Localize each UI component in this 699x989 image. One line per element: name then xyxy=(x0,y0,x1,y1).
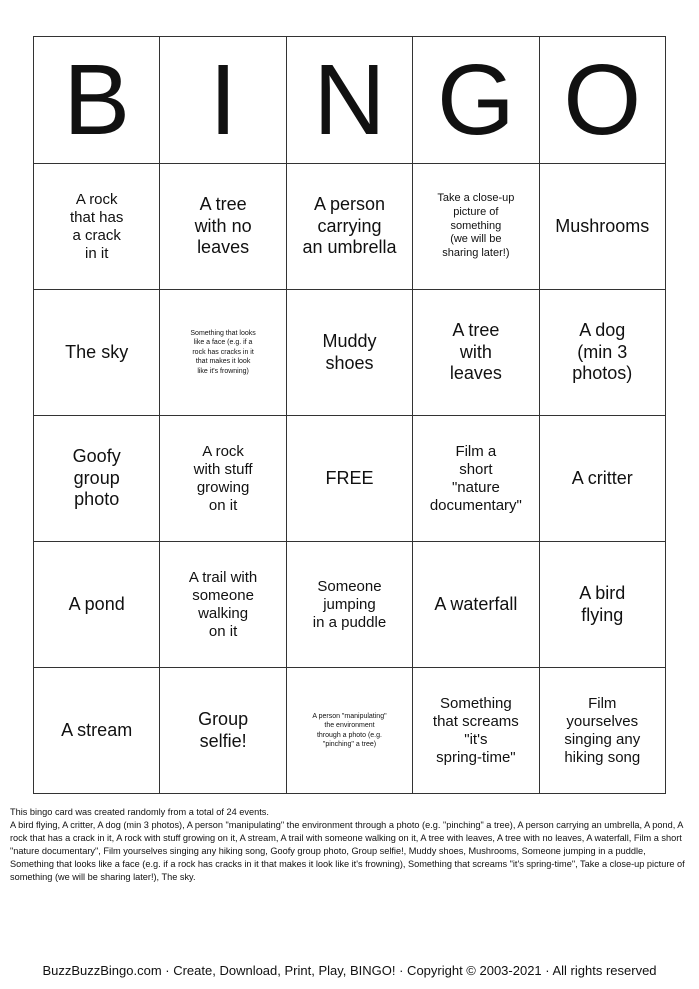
bingo-cell: Someone jumping in a puddle xyxy=(286,542,412,668)
bingo-cell: A tree with no leaves xyxy=(160,164,286,290)
bingo-row xyxy=(34,290,666,416)
bingo-cell: Group selfie! xyxy=(160,668,286,794)
bingo-cell: A trail with someone walking on it xyxy=(160,542,286,668)
bingo-cell: A rock with stuff growing on it xyxy=(160,416,286,542)
bingo-cell: Muddy shoes xyxy=(286,290,412,416)
bingo-cell: Something that looks like a face (e.g. if a rock has cracks in it that makes it look like it's frowning) xyxy=(160,290,286,416)
bingo-cell: A waterfall xyxy=(413,542,539,668)
bingo-cell: A critter xyxy=(539,416,665,542)
header-letter-o: O xyxy=(539,37,665,164)
bingo-row xyxy=(34,668,666,794)
notes-intro: This bingo card was created randomly from a total of 24 events. xyxy=(10,807,269,817)
page-footer: BuzzBuzzBingo.com · Create, Download, Print, Play, BINGO! · Copyright © 2003-2021 · All rights reserved xyxy=(42,963,657,978)
bingo-cell: Something that screams "it's spring-time" xyxy=(413,668,539,794)
bingo-cell: A person "manipulating" the environment through a photo (e.g. "pinching" a tree) xyxy=(286,668,412,794)
card-notes xyxy=(10,806,690,883)
bingo-cell: Film a short "nature documentary" xyxy=(413,416,539,542)
bingo-header-row xyxy=(34,37,666,164)
header-letter-n: N xyxy=(286,37,412,164)
bingo-cell: A dog (min 3 photos) xyxy=(539,290,665,416)
bingo-cell: A person carrying an umbrella xyxy=(286,164,412,290)
notes-event-list: A bird flying, A critter, A dog (min 3 photos), A person "manipulating" the environment through a photo (e.g. "pinching" a tree), A person carrying an umbrella, A pond, A rock that has a crack in it, A rock with stuff growing on it, A stream, A trail with someone walking on it, A tree with leaves, A tree with no leaves, A waterfall, Film a short "nature documentary", Film yourselves singing any hiking song, Goofy group photo, Group selfie!, Muddy shoes, Mushrooms, Someone jumping in a puddle, Something that looks like a face (e.g. if a rock has cracks in it that makes it look like it's frowning), Something that screams "it's spring-time", Take a close-up picture of something (we will be sharing later!), The sky. xyxy=(10,819,685,882)
bingo-row xyxy=(34,416,666,542)
free-space-cell: FREE xyxy=(286,416,412,542)
bingo-row xyxy=(34,542,666,668)
bingo-cell: Take a close-up picture of something (we will be sharing later!) xyxy=(413,164,539,290)
bingo-cell: A tree with leaves xyxy=(413,290,539,416)
bingo-row xyxy=(34,164,666,290)
header-letter-b: B xyxy=(34,37,160,164)
bingo-cell: Goofy group photo xyxy=(34,416,160,542)
bingo-cell: A rock that has a crack in it xyxy=(34,164,160,290)
header-letter-g: G xyxy=(413,37,539,164)
bingo-cell: Mushrooms xyxy=(539,164,665,290)
bingo-card xyxy=(33,36,666,794)
bingo-cell: A pond xyxy=(34,542,160,668)
bingo-cell: A bird flying xyxy=(539,542,665,668)
header-letter-i: I xyxy=(160,37,286,164)
bingo-cell: Film yourselves singing any hiking song xyxy=(539,668,665,794)
bingo-cell: A stream xyxy=(34,668,160,794)
bingo-cell: The sky xyxy=(34,290,160,416)
